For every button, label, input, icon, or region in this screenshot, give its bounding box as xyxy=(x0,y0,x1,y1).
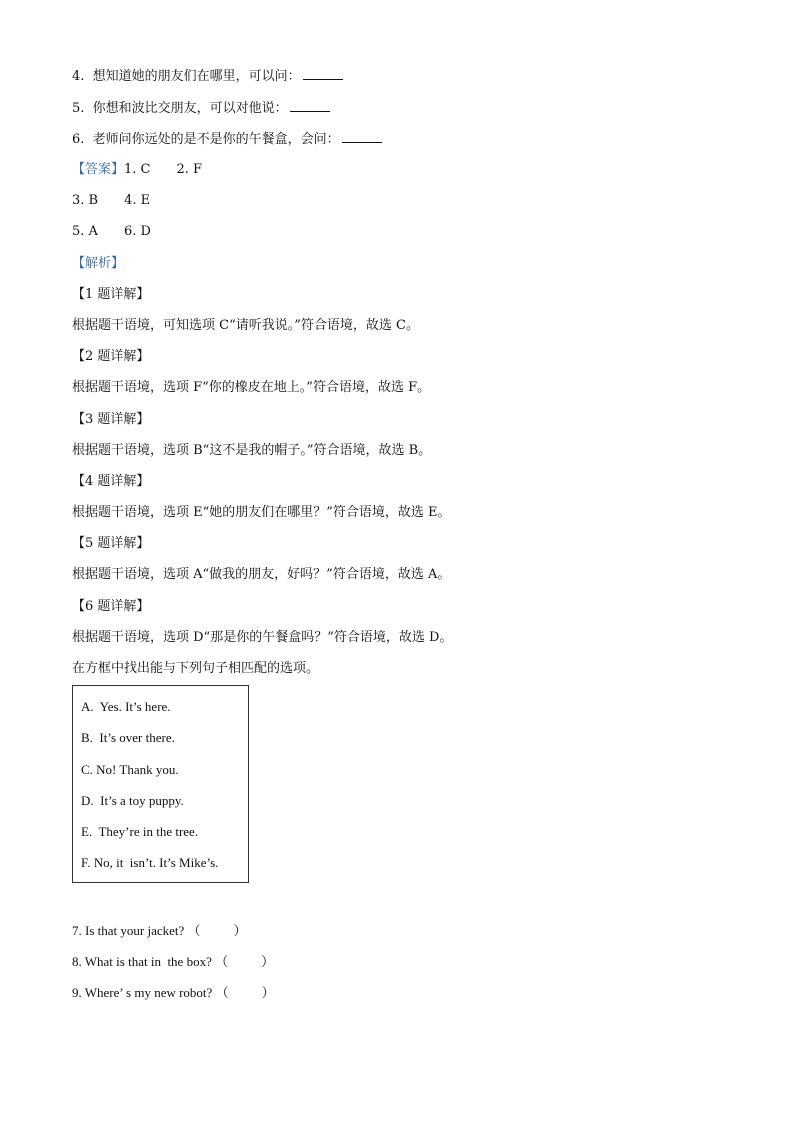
analysis-heading-2: 【2 题详解】 xyxy=(72,349,150,364)
analysis-heading-1: 【1 题详解】 xyxy=(72,287,150,302)
question-9: 9. Where’ s my new robot? （ ） xyxy=(72,985,275,1000)
analysis-text-4: 根据题干语境，选项 E“她的朋友们在哪里？”符合语境，故选 E。 xyxy=(72,505,451,520)
analysis-heading-5: 【5 题详解】 xyxy=(72,536,150,551)
analysis-text-6: 根据题干语境，选项 D“那是你的午餐盒吗？”符合语境，故选 D。 xyxy=(72,630,453,645)
answer-row-1: 【答案】1. C 2. F xyxy=(72,162,203,177)
option-d: D. It’s a toy puppy. xyxy=(81,793,184,808)
analysis-heading-4: 【4 题详解】 xyxy=(72,474,150,489)
answer-blank xyxy=(303,67,343,80)
question-5: 5. 你想和波比交朋友，可以对他说： xyxy=(72,99,330,118)
analysis-heading-6: 【6 题详解】 xyxy=(72,599,150,614)
options-box xyxy=(72,685,249,883)
answer-blank xyxy=(290,99,330,112)
option-f: F. No, it isn’t. It’s Mike’s. xyxy=(81,855,219,870)
analysis-label: 【解析】 xyxy=(72,256,125,271)
answer-label: 【答案】 xyxy=(72,162,125,177)
analysis-text-2: 根据题干语境，选项 F“你的橡皮在地上。”符合语境，故选 F。 xyxy=(72,380,431,395)
option-b: B. It’s over there. xyxy=(81,730,175,745)
answer-blank xyxy=(342,130,382,143)
question-4: 4. 想知道她的朋友们在哪里，可以问： xyxy=(72,67,343,86)
answer-row-3: 5. A 6. D xyxy=(72,224,151,239)
question-7: 7. Is that your jacket? （ ） xyxy=(72,923,247,938)
option-a: A. Yes. It’s here. xyxy=(81,699,171,714)
analysis-text-5: 根据题干语境，选项 A“做我的朋友，好吗？”符合语境，故选 A。 xyxy=(72,567,451,582)
option-e: E. They’re in the tree. xyxy=(81,824,199,839)
analysis-text-3: 根据题干语境，选项 B“这不是我的帽子。”符合语境，故选 B。 xyxy=(72,443,432,458)
analysis-heading-3: 【3 题详解】 xyxy=(72,412,150,427)
option-c: C. No! Thank you. xyxy=(81,762,179,777)
analysis-text-1: 根据题干语境，可知选项 C“请听我说。”符合语境，故选 C。 xyxy=(72,318,419,333)
question-8: 8. What is that in the box? （ ） xyxy=(72,954,275,969)
answer-row-2: 3. B 4. E xyxy=(72,193,151,208)
question-6: 6. 老师问你远处的是不是你的午餐盒，会问： xyxy=(72,130,382,149)
section-instruction: 在方框中找出能与下列句子相匹配的选项。 xyxy=(72,661,320,676)
